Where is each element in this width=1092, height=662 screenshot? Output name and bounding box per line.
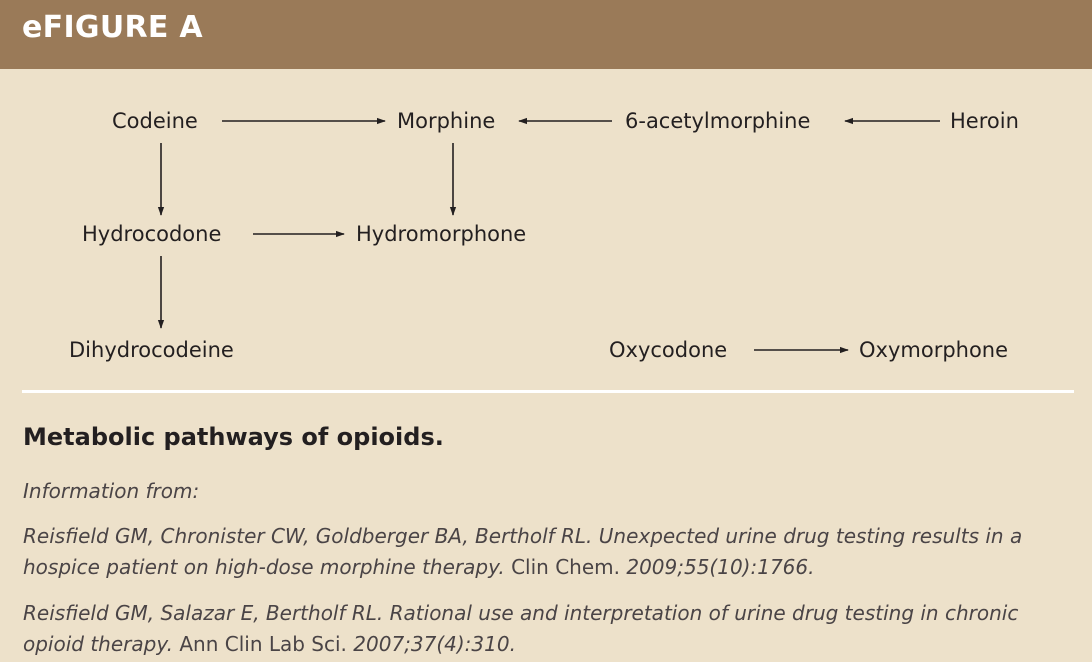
reference-citation: 2009;55(10):1766.	[626, 555, 815, 579]
metabolic-pathway-diagram	[0, 69, 1092, 399]
reference-citation: 2007;37(4):310.	[353, 632, 516, 656]
node-6-acetylmorphine: 6-acetylmorphine	[625, 109, 811, 133]
figure-title: eFIGURE A	[22, 10, 203, 45]
node-oxymorphone: Oxymorphone	[859, 338, 1009, 362]
section-divider	[22, 390, 1074, 393]
reference-text: Reisfield GM, Salazar E, Bertholf RL. Rational use and interpretation of urine drug testing in chronic opioid therapy.	[23, 601, 1019, 656]
node-oxycodone: Oxycodone	[609, 338, 728, 362]
reference-item	[23, 598, 1071, 660]
reference-text: Reisfield GM, Chronister CW, Goldberger BA, Bertholf RL. Unexpected urine drug testing results in a hospice patient on high-dose morphine therapy.	[23, 524, 1023, 579]
reference-item	[23, 521, 1071, 583]
figure-caption: Metabolic pathways of opioids.	[23, 423, 444, 451]
reference-journal: Ann Clin Lab Sci.	[179, 632, 347, 656]
figure-header	[0, 0, 1092, 69]
node-dihydrocodeine: Dihydrocodeine	[69, 338, 234, 362]
node-heroin: Heroin	[950, 109, 1019, 133]
node-morphine: Morphine	[397, 109, 496, 133]
node-codeine: Codeine	[112, 109, 198, 133]
reference-journal: Clin Chem.	[511, 555, 620, 579]
node-hydrocodone: Hydrocodone	[82, 222, 222, 246]
node-hydromorphone: Hydromorphone	[356, 222, 527, 246]
info-label: Information from:	[23, 479, 200, 503]
